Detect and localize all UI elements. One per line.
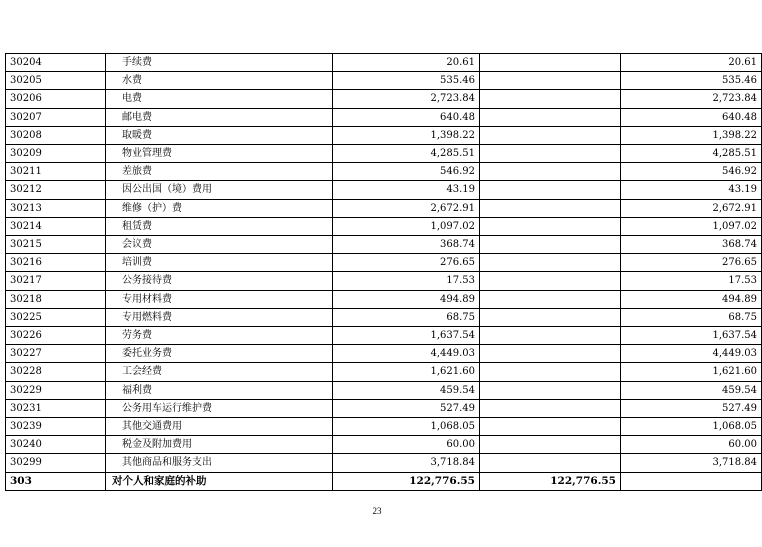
total-amount-cell: 17.53 [333, 272, 480, 290]
economic-code-cell: 30229 [6, 381, 106, 399]
economic-code-cell: 30240 [6, 436, 106, 454]
basic-expenditure-cell [480, 254, 621, 272]
basic-expenditure-cell: 122,776.55 [480, 472, 621, 490]
basic-expenditure-cell [480, 418, 621, 436]
project-expenditure-cell: 1,097.02 [621, 217, 762, 235]
total-amount-cell: 494.89 [333, 290, 480, 308]
total-amount-cell: 68.75 [333, 308, 480, 326]
project-expenditure-cell: 276.65 [621, 254, 762, 272]
economic-code-cell: 30214 [6, 217, 106, 235]
basic-expenditure-cell [480, 181, 621, 199]
table-row [6, 363, 762, 381]
item-name-cell: 其他交通费用 [106, 418, 333, 436]
project-expenditure-cell: 17.53 [621, 272, 762, 290]
total-amount-cell: 459.54 [333, 381, 480, 399]
total-amount-cell: 527.49 [333, 399, 480, 417]
economic-code-cell: 30204 [6, 54, 106, 72]
basic-expenditure-cell [480, 345, 621, 363]
table-row [6, 399, 762, 417]
table-body [6, 54, 762, 491]
project-expenditure-cell: 43.19 [621, 181, 762, 199]
economic-code-cell: 30225 [6, 308, 106, 326]
basic-expenditure-cell [480, 272, 621, 290]
project-expenditure-cell: 3,718.84 [621, 454, 762, 472]
table-row [6, 454, 762, 472]
project-expenditure-cell: 60.00 [621, 436, 762, 454]
table-row [6, 327, 762, 345]
basic-expenditure-cell [480, 163, 621, 181]
table-row [6, 126, 762, 144]
economic-code-cell: 30226 [6, 327, 106, 345]
item-name-cell: 委托业务费 [106, 345, 333, 363]
item-name-cell: 电费 [106, 90, 333, 108]
project-expenditure-cell: 1,621.60 [621, 363, 762, 381]
table-row [6, 345, 762, 363]
total-amount-cell: 2,723.84 [333, 90, 480, 108]
item-name-cell: 工会经费 [106, 363, 333, 381]
total-amount-cell: 640.48 [333, 108, 480, 126]
project-expenditure-cell: 68.75 [621, 308, 762, 326]
basic-expenditure-cell [480, 381, 621, 399]
item-name-cell: 税金及附加费用 [106, 436, 333, 454]
project-expenditure-cell: 4,449.03 [621, 345, 762, 363]
table-row [6, 108, 762, 126]
page-number: 23 [372, 506, 382, 516]
item-name-cell: 专用燃料费 [106, 308, 333, 326]
item-name-cell: 培训费 [106, 254, 333, 272]
item-name-cell: 租赁费 [106, 217, 333, 235]
basic-expenditure-cell [480, 363, 621, 381]
basic-expenditure-cell [480, 308, 621, 326]
item-name-cell: 物业管理费 [106, 145, 333, 163]
project-expenditure-cell: 546.92 [621, 163, 762, 181]
project-expenditure-cell: 20.61 [621, 54, 762, 72]
total-amount-cell: 276.65 [333, 254, 480, 272]
total-amount-cell: 4,449.03 [333, 345, 480, 363]
item-name-cell: 公务接待费 [106, 272, 333, 290]
item-name-cell: 劳务费 [106, 327, 333, 345]
table-row [6, 181, 762, 199]
economic-code-cell: 30207 [6, 108, 106, 126]
basic-expenditure-cell [480, 126, 621, 144]
economic-code-cell: 30217 [6, 272, 106, 290]
economic-code-cell: 30218 [6, 290, 106, 308]
project-expenditure-cell: 494.89 [621, 290, 762, 308]
total-amount-cell: 1,398.22 [333, 126, 480, 144]
basic-expenditure-cell [480, 290, 621, 308]
basic-expenditure-cell [480, 54, 621, 72]
item-name-cell: 因公出国（境）费用 [106, 181, 333, 199]
project-expenditure-cell [621, 472, 762, 490]
basic-expenditure-cell [480, 199, 621, 217]
table-row [6, 163, 762, 181]
total-amount-cell: 1,097.02 [333, 217, 480, 235]
basic-expenditure-cell [480, 454, 621, 472]
basic-expenditure-cell [480, 90, 621, 108]
table-row [6, 145, 762, 163]
item-name-cell: 会议费 [106, 236, 333, 254]
total-amount-cell: 546.92 [333, 163, 480, 181]
economic-code-cell: 30239 [6, 418, 106, 436]
project-expenditure-cell: 640.48 [621, 108, 762, 126]
basic-expenditure-cell [480, 436, 621, 454]
total-amount-cell: 1,621.60 [333, 363, 480, 381]
economic-code-cell: 30216 [6, 254, 106, 272]
total-amount-cell: 1,068.05 [333, 418, 480, 436]
table-row [6, 436, 762, 454]
project-expenditure-cell: 1,068.05 [621, 418, 762, 436]
table-row [6, 381, 762, 399]
economic-code-cell: 30228 [6, 363, 106, 381]
economic-code-cell: 30227 [6, 345, 106, 363]
table-row [6, 217, 762, 235]
basic-expenditure-cell [480, 399, 621, 417]
project-expenditure-cell: 1,637.54 [621, 327, 762, 345]
total-amount-cell: 4,285.51 [333, 145, 480, 163]
project-expenditure-cell: 535.46 [621, 72, 762, 90]
project-expenditure-cell: 459.54 [621, 381, 762, 399]
economic-code-cell: 30231 [6, 399, 106, 417]
item-name-cell: 手续费 [106, 54, 333, 72]
item-name-cell: 其他商品和服务支出 [106, 454, 333, 472]
basic-expenditure-cell [480, 145, 621, 163]
expenditure-table [5, 53, 762, 491]
item-name-cell: 专用材料费 [106, 290, 333, 308]
total-amount-cell: 535.46 [333, 72, 480, 90]
table-row [6, 418, 762, 436]
item-name-cell: 差旅费 [106, 163, 333, 181]
item-name-cell: 水费 [106, 72, 333, 90]
table-total-row [6, 472, 762, 490]
project-expenditure-cell: 2,723.84 [621, 90, 762, 108]
economic-code-cell: 303 [6, 472, 106, 490]
table-row [6, 72, 762, 90]
economic-code-cell: 30211 [6, 163, 106, 181]
table-row [6, 90, 762, 108]
basic-expenditure-cell [480, 72, 621, 90]
item-name-cell: 福利费 [106, 381, 333, 399]
total-amount-cell: 60.00 [333, 436, 480, 454]
item-name-cell: 邮电费 [106, 108, 333, 126]
basic-expenditure-cell [480, 327, 621, 345]
project-expenditure-cell: 4,285.51 [621, 145, 762, 163]
total-amount-cell: 368.74 [333, 236, 480, 254]
basic-expenditure-cell [480, 217, 621, 235]
economic-code-cell: 30213 [6, 199, 106, 217]
economic-code-cell: 30212 [6, 181, 106, 199]
project-expenditure-cell: 2,672.91 [621, 199, 762, 217]
basic-expenditure-cell [480, 108, 621, 126]
table-row [6, 308, 762, 326]
economic-code-cell: 30215 [6, 236, 106, 254]
table-row [6, 254, 762, 272]
total-amount-cell: 3,718.84 [333, 454, 480, 472]
economic-code-cell: 30205 [6, 72, 106, 90]
project-expenditure-cell: 527.49 [621, 399, 762, 417]
table-row [6, 272, 762, 290]
economic-code-cell: 30299 [6, 454, 106, 472]
total-amount-cell: 20.61 [333, 54, 480, 72]
economic-code-cell: 30206 [6, 90, 106, 108]
table-row [6, 54, 762, 72]
item-name-cell: 公务用车运行维护费 [106, 399, 333, 417]
project-expenditure-cell: 1,398.22 [621, 126, 762, 144]
table-row [6, 236, 762, 254]
total-amount-cell: 122,776.55 [333, 472, 480, 490]
item-name-cell: 对个人和家庭的补助 [106, 472, 333, 490]
total-amount-cell: 2,672.91 [333, 199, 480, 217]
project-expenditure-cell: 368.74 [621, 236, 762, 254]
item-name-cell: 维修（护）费 [106, 199, 333, 217]
basic-expenditure-cell [480, 236, 621, 254]
economic-code-cell: 30209 [6, 145, 106, 163]
table-row [6, 290, 762, 308]
item-name-cell: 取暖费 [106, 126, 333, 144]
total-amount-cell: 1,637.54 [333, 327, 480, 345]
total-amount-cell: 43.19 [333, 181, 480, 199]
table-row [6, 199, 762, 217]
economic-code-cell: 30208 [6, 126, 106, 144]
